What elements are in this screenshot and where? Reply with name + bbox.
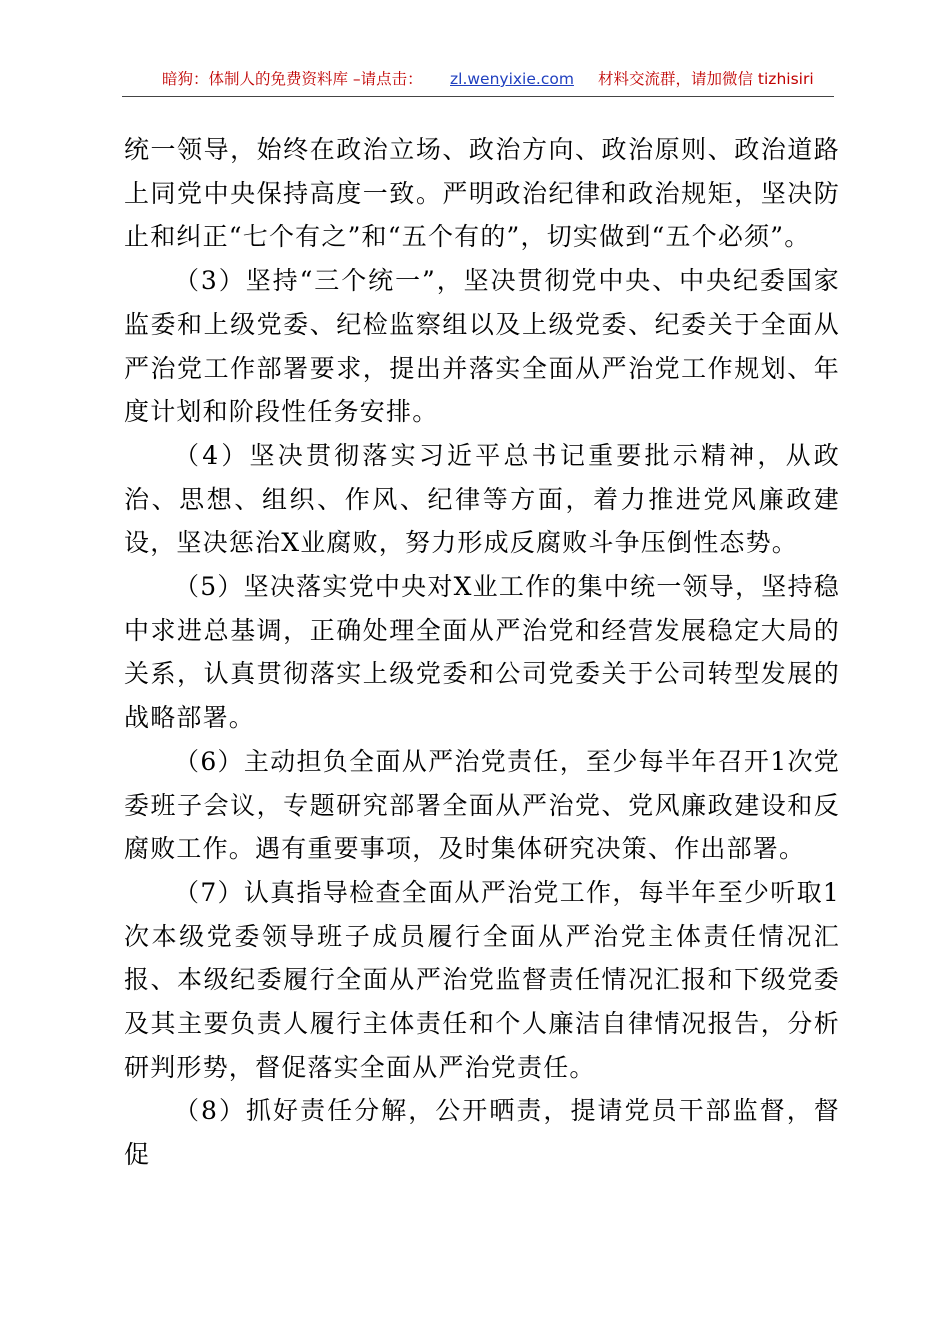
paragraph-item-8: （8）抓好责任分解，公开晒责，提请党员干部监督，督促: [124, 1096, 840, 1170]
header-ad-text: 暗狗：体制人的免费资料库 –请点击：: [162, 70, 423, 88]
paragraph-item-7: （7）认真指导检查全面从严治党工作，每半年至少听取1次本级党委领导班子成员履行全面从严治党主体责任情况汇报、本级纪委履行全面从严治党监督责任情况汇报和下级党委及其主要负责人履行主体责任和个人廉洁自律情况报告，分析研判形势，督促落实全面从严治党责任。: [124, 877, 840, 1082]
page-header: [122, 62, 834, 97]
paragraph-item-4: （4）坚决贯彻落实习近平总书记重要批示精神，从政治、思想、组织、作风、纪律等方面，着力推进党风廉政建设，坚决惩治X业腐败，努力形成反腐败斗争压倒性态势。: [124, 440, 840, 558]
paragraph-item-6: （6）主动担负全面从严治党责任，至少每半年召开1次党委班子会议，专题研究部署全面从严治党、党风廉政建设和反腐败工作。遇有重要事项，及时集体研究决策、作出部署。: [124, 746, 840, 864]
paragraph-continuation: 统一领导，始终在政治立场、政治方向、政治原则、政治道路上同党中央保持高度一致。严明政治纪律和政治规矩，坚决防止和纠正“七个有之”和“五个有的”，切实做到“五个必须”。: [124, 135, 840, 252]
paragraph-item-5: （5）坚决落实党中央对X业工作的集中统一领导，坚持稳中求进总基调，正确处理全面从严治党和经营发展稳定大局的关系，认真贯彻落实上级党委和公司党委关于公司转型发展的战略部署。: [124, 572, 840, 733]
header-url-link[interactable]: zl.wenyixie.com: [450, 70, 574, 88]
document-body: [124, 128, 840, 1177]
header-group-text: 材料交流群，请加微信 tizhisiri: [598, 70, 814, 88]
paragraph-item-3: （3）坚持“三个统一”，坚决贯彻党中央、中央纪委国家监委和上级党委、纪检监察组以及上级党委、纪委关于全面从严治党工作部署要求，提出并落实全面从严治党工作规划、年度计划和阶段性任务安排。: [124, 266, 840, 427]
